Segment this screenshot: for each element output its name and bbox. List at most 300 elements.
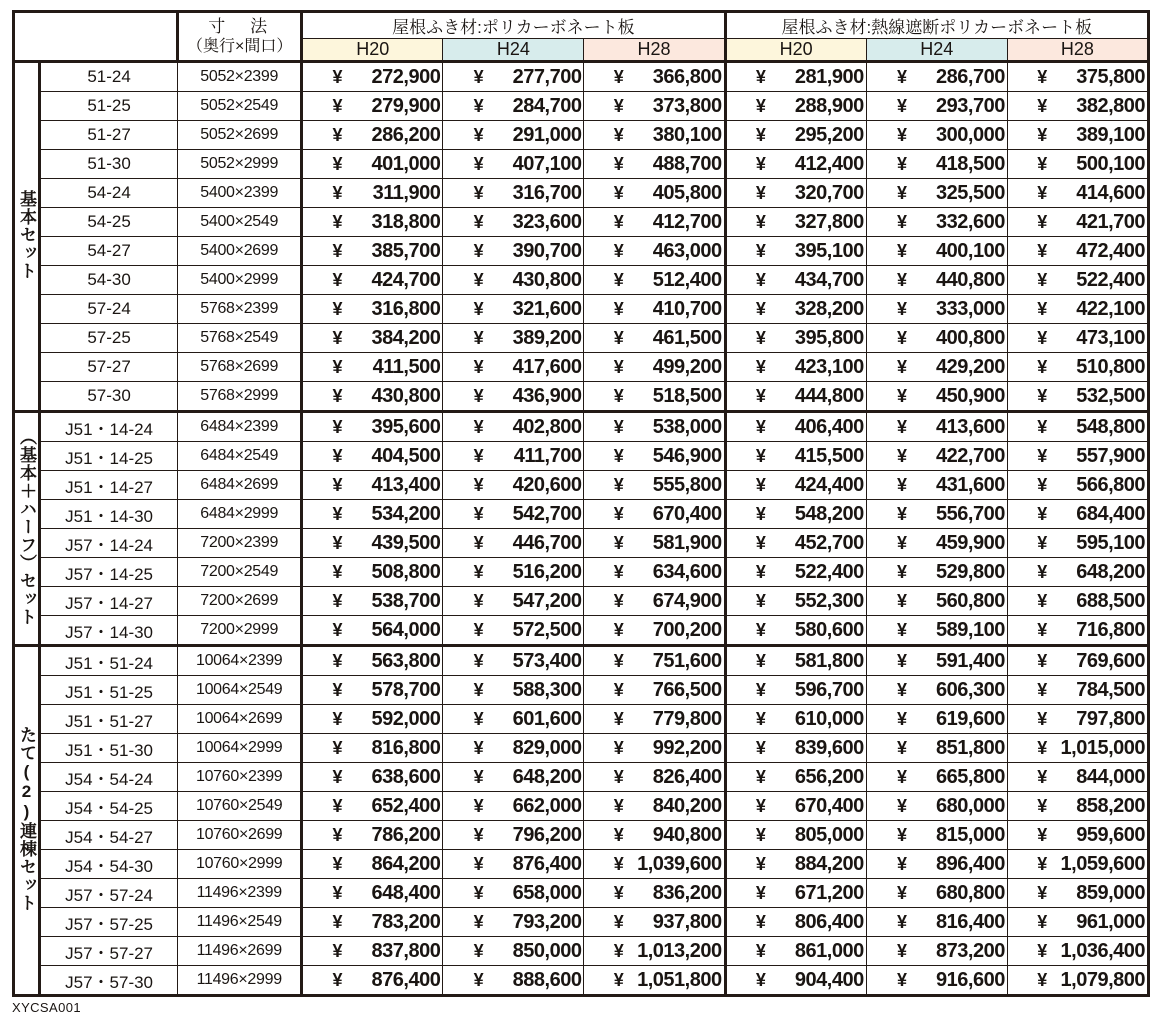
price-amount: 422,700 [936,444,1005,467]
price-cell [1007,734,1148,763]
table-row [14,500,1149,529]
price-cell [725,471,866,500]
price-amount: 844,000 [1076,765,1145,788]
yen-symbol: ¥ [1037,795,1047,816]
yen-symbol: ¥ [1037,298,1047,319]
price-amount: 323,600 [512,210,582,233]
price-cell [725,558,866,587]
model-cell: J51・14-24 [40,412,178,442]
table-row [14,62,1149,92]
dimension-cell: 5052×2549 [178,92,302,121]
price-value [303,532,442,555]
price-amount: 284,700 [512,94,582,117]
price-value [303,327,442,350]
price-value [443,95,583,118]
price-cell [725,616,866,646]
model-cell: 54-27 [40,237,178,266]
price-amount: 293,700 [936,94,1005,117]
price-value [867,882,1007,905]
yen-symbol: ¥ [897,969,907,990]
price-cell [725,879,866,908]
price-cell [443,558,584,587]
price-cell [584,121,725,150]
price-cell [725,705,866,734]
yen-symbol: ¥ [332,298,343,319]
price-amount: 286,700 [936,65,1005,88]
price-value [584,824,723,847]
yen-symbol: ¥ [332,95,343,116]
price-amount: 316,800 [371,297,441,320]
model-cell: J57・14-30 [40,616,178,646]
yen-symbol: ¥ [332,503,343,524]
yen-symbol: ¥ [473,153,484,174]
model-cell: J51・14-25 [40,442,178,471]
price-cell [443,295,584,324]
yen-symbol: ¥ [613,66,624,87]
price-cell [302,763,443,792]
yen-symbol: ¥ [332,650,343,671]
yen-symbol: ¥ [897,298,907,319]
yen-symbol: ¥ [473,95,484,116]
price-value [303,882,442,905]
price-amount: 288,900 [794,94,864,117]
yen-symbol: ¥ [473,240,484,261]
price-cell [866,442,1007,471]
price-cell [866,529,1007,558]
price-amount: 286,200 [371,123,441,146]
yen-symbol: ¥ [897,679,907,700]
price-value [727,911,866,934]
price-amount: 1,039,600 [637,852,722,875]
price-value [443,445,583,468]
dimension-cell: 5400×2699 [178,237,302,266]
price-cell [866,616,1007,646]
price-value [443,679,583,702]
price-amount: 573,400 [512,649,582,672]
yen-symbol: ¥ [473,385,484,406]
price-amount: 385,700 [371,239,441,262]
price-cell [1007,937,1148,966]
price-value [303,416,442,439]
model-cell: J54・54-27 [40,821,178,850]
price-value [443,269,583,292]
price-amount: 382,800 [1076,94,1145,117]
price-amount: 279,900 [371,94,441,117]
price-amount: 904,400 [794,968,864,991]
price-cell [302,529,443,558]
price-value [1008,737,1147,760]
price-value [867,532,1007,555]
model-cell: 54-24 [40,179,178,208]
table-row [14,616,1149,646]
price-amount: 680,000 [936,794,1005,817]
price-cell [725,92,866,121]
price-value [727,416,866,439]
price-cell [584,966,725,996]
yen-symbol: ¥ [613,969,624,990]
price-value [867,416,1007,439]
model-cell: J51・51-24 [40,646,178,676]
price-cell [443,529,584,558]
column-header-heat-h20: H20 [725,39,866,62]
price-value [1008,95,1147,118]
price-cell [302,121,443,150]
price-amount: 423,100 [794,355,864,378]
price-amount: 658,000 [512,881,582,904]
yen-symbol: ¥ [473,619,484,640]
yen-symbol: ¥ [1037,95,1047,116]
price-value [584,561,723,584]
price-amount: 548,800 [1076,415,1145,438]
yen-symbol: ¥ [1037,269,1047,290]
table-row [14,324,1149,353]
yen-symbol: ¥ [755,474,766,495]
price-cell [1007,382,1148,412]
yen-symbol: ¥ [473,824,484,845]
yen-symbol: ¥ [613,590,624,611]
price-cell [584,62,725,92]
dimension-cell: 10064×2999 [178,734,302,763]
price-cell [1007,237,1148,266]
price-amount: 406,400 [794,415,864,438]
price-cell [443,382,584,412]
dimension-header-line-2: （奥行×間口） [187,38,293,56]
yen-symbol: ¥ [755,882,766,903]
price-value [727,385,866,408]
price-cell [725,646,866,676]
price-cell [584,937,725,966]
price-cell [725,324,866,353]
price-value [584,911,723,934]
price-amount: 662,000 [512,794,582,817]
price-cell [302,908,443,937]
price-value [443,532,583,555]
dimension-cell: 7200×2399 [178,529,302,558]
price-value [1008,240,1147,263]
price-amount: 572,500 [512,618,582,641]
price-amount: 797,800 [1076,707,1145,730]
price-cell [302,821,443,850]
price-amount: 578,700 [371,678,441,701]
price-value [1008,708,1147,731]
price-amount: 277,700 [512,65,582,88]
model-cell: J54・54-30 [40,850,178,879]
yen-symbol: ¥ [755,737,766,758]
price-value [727,298,866,321]
price-cell [866,646,1007,676]
table-row [14,676,1149,705]
table-header [14,12,1149,62]
price-cell [302,237,443,266]
price-cell [302,150,443,179]
price-cell [443,734,584,763]
price-value [727,240,866,263]
price-cell [725,208,866,237]
group-label-3 [14,646,40,996]
price-cell [866,734,1007,763]
price-amount: 648,200 [512,765,582,788]
model-cell: J57・57-24 [40,879,178,908]
price-cell [302,705,443,734]
yen-symbol: ¥ [332,124,343,145]
price-amount: 619,600 [936,707,1005,730]
price-cell [866,937,1007,966]
price-amount: 472,400 [1076,239,1145,262]
price-amount: 851,800 [936,736,1005,759]
model-cell: J51・51-30 [40,734,178,763]
price-amount: 896,400 [936,852,1005,875]
price-amount: 281,900 [794,65,864,88]
price-value [443,619,583,642]
price-value [1008,679,1147,702]
price-cell [443,966,584,996]
yen-symbol: ¥ [755,561,766,582]
price-amount: 413,400 [371,473,441,496]
price-cell [443,587,584,616]
yen-symbol: ¥ [755,590,766,611]
price-value [584,532,723,555]
table-row [14,937,1149,966]
yen-symbol: ¥ [755,269,766,290]
price-value [443,211,583,234]
yen-symbol: ¥ [332,385,343,406]
price-cell [302,353,443,382]
price-cell [725,353,866,382]
yen-symbol: ¥ [1037,708,1047,729]
dimension-cell: 11496×2999 [178,966,302,996]
price-value [867,940,1007,963]
price-value [443,416,583,439]
price-amount: 389,100 [1076,123,1145,146]
price-value [727,853,866,876]
yen-symbol: ¥ [473,940,484,961]
price-amount: 596,700 [794,678,864,701]
price-value [727,766,866,789]
price-cell [443,792,584,821]
yen-symbol: ¥ [897,211,907,232]
dimension-cell: 7200×2549 [178,558,302,587]
yen-symbol: ¥ [897,153,907,174]
yen-symbol: ¥ [755,911,766,932]
price-cell [866,237,1007,266]
price-amount: 407,100 [512,152,582,175]
yen-symbol: ¥ [613,911,624,932]
yen-symbol: ¥ [755,211,766,232]
price-cell [725,792,866,821]
price-value [443,153,583,176]
price-amount: 508,800 [371,560,441,583]
group-label-text: （基本＋ハーフ）セット [17,427,36,626]
dimension-cell: 5052×2999 [178,150,302,179]
price-amount: 806,400 [794,910,864,933]
yen-symbol: ¥ [613,474,624,495]
yen-symbol: ¥ [755,182,766,203]
price-cell [302,937,443,966]
price-value [443,356,583,379]
price-cell [302,616,443,646]
price-value [303,619,442,642]
price-value [867,240,1007,263]
dimension-cell: 10064×2549 [178,676,302,705]
price-cell [1007,792,1148,821]
price-cell [866,879,1007,908]
table-row [14,412,1149,442]
yen-symbol: ¥ [473,969,484,990]
dimension-cell: 5400×2399 [178,179,302,208]
price-amount: 670,400 [652,502,722,525]
model-cell: 54-25 [40,208,178,237]
price-amount: 648,200 [1076,560,1145,583]
price-amount: 452,700 [794,531,864,554]
yen-symbol: ¥ [613,619,624,640]
price-value [303,590,442,613]
dimension-cell: 6484×2399 [178,412,302,442]
price-value [584,327,723,350]
group-label-2 [14,412,40,646]
yen-symbol: ¥ [332,766,343,787]
price-amount: 1,036,400 [1060,939,1145,962]
price-cell [584,179,725,208]
dimension-cell: 7200×2699 [178,587,302,616]
price-value [1008,590,1147,613]
yen-symbol: ¥ [473,66,484,87]
price-amount: 412,700 [652,210,722,233]
price-value [727,124,866,147]
table-row [14,763,1149,792]
price-cell [584,763,725,792]
document-code: XYCSA001 [12,1000,81,1015]
yen-symbol: ¥ [897,619,907,640]
yen-symbol: ¥ [755,503,766,524]
price-amount: 937,800 [652,910,722,933]
yen-symbol: ¥ [473,503,484,524]
price-value [443,969,583,992]
price-amount: 373,800 [652,94,722,117]
price-amount: 424,400 [794,473,864,496]
price-cell [584,558,725,587]
price-amount: 766,500 [652,678,722,701]
yen-symbol: ¥ [613,298,624,319]
price-cell [584,646,725,676]
price-cell [302,295,443,324]
price-value [727,969,866,992]
price-amount: 404,500 [371,444,441,467]
yen-symbol: ¥ [332,561,343,582]
price-value [727,737,866,760]
price-cell [725,529,866,558]
price-amount: 656,200 [794,765,864,788]
price-value [867,445,1007,468]
price-cell [1007,587,1148,616]
yen-symbol: ¥ [897,95,907,116]
price-value [303,182,442,205]
table-row [14,558,1149,587]
model-cell: J57・14-25 [40,558,178,587]
yen-symbol: ¥ [473,708,484,729]
yen-symbol: ¥ [332,356,343,377]
yen-symbol: ¥ [897,590,907,611]
yen-symbol: ¥ [1037,619,1047,640]
yen-symbol: ¥ [1037,824,1047,845]
price-amount: 581,800 [794,649,864,672]
price-cell [866,412,1007,442]
price-amount: 459,900 [936,531,1005,554]
price-cell [866,208,1007,237]
price-value [303,385,442,408]
price-cell [584,879,725,908]
price-amount: 861,000 [794,939,864,962]
yen-symbol: ¥ [332,269,343,290]
price-value [1008,969,1147,992]
price-cell [443,324,584,353]
price-cell [584,908,725,937]
price-value [443,824,583,847]
price-cell [866,850,1007,879]
yen-symbol: ¥ [473,650,484,671]
price-cell [866,558,1007,587]
yen-symbol: ¥ [473,532,484,553]
table-row [14,734,1149,763]
price-value [443,124,583,147]
price-value [727,561,866,584]
price-amount: 417,600 [512,355,582,378]
price-amount: 440,800 [936,268,1005,291]
price-cell [1007,763,1148,792]
price-amount: 532,500 [1076,384,1145,407]
yen-symbol: ¥ [613,532,624,553]
yen-symbol: ¥ [897,445,907,466]
price-cell [725,150,866,179]
price-amount: 805,000 [794,823,864,846]
price-value [584,298,723,321]
price-value [727,153,866,176]
dimension-cell: 10064×2399 [178,646,302,676]
yen-symbol: ¥ [332,619,343,640]
price-amount: 601,600 [512,707,582,730]
yen-symbol: ¥ [613,153,624,174]
price-amount: 674,900 [652,589,722,612]
price-value [1008,650,1147,673]
price-amount: 436,900 [512,384,582,407]
price-cell [443,121,584,150]
price-amount: 671,200 [794,881,864,904]
price-value [867,327,1007,350]
dimension-cell: 5768×2399 [178,295,302,324]
price-value [584,882,723,905]
price-value [1008,327,1147,350]
price-value [584,619,723,642]
model-cell: 57-24 [40,295,178,324]
price-amount: 1,051,800 [637,968,722,991]
yen-symbol: ¥ [897,66,907,87]
price-cell [725,587,866,616]
price-value [727,882,866,905]
price-cell [1007,179,1148,208]
price-cell [725,763,866,792]
yen-symbol: ¥ [613,853,624,874]
yen-symbol: ¥ [755,327,766,348]
dimension-cell: 5400×2999 [178,266,302,295]
yen-symbol: ¥ [473,182,484,203]
price-value [443,795,583,818]
yen-symbol: ¥ [1037,590,1047,611]
yen-symbol: ¥ [332,795,343,816]
price-cell [866,353,1007,382]
model-cell: 57-30 [40,382,178,412]
price-value [584,66,723,89]
price-value [584,124,723,147]
price-cell [584,382,725,412]
